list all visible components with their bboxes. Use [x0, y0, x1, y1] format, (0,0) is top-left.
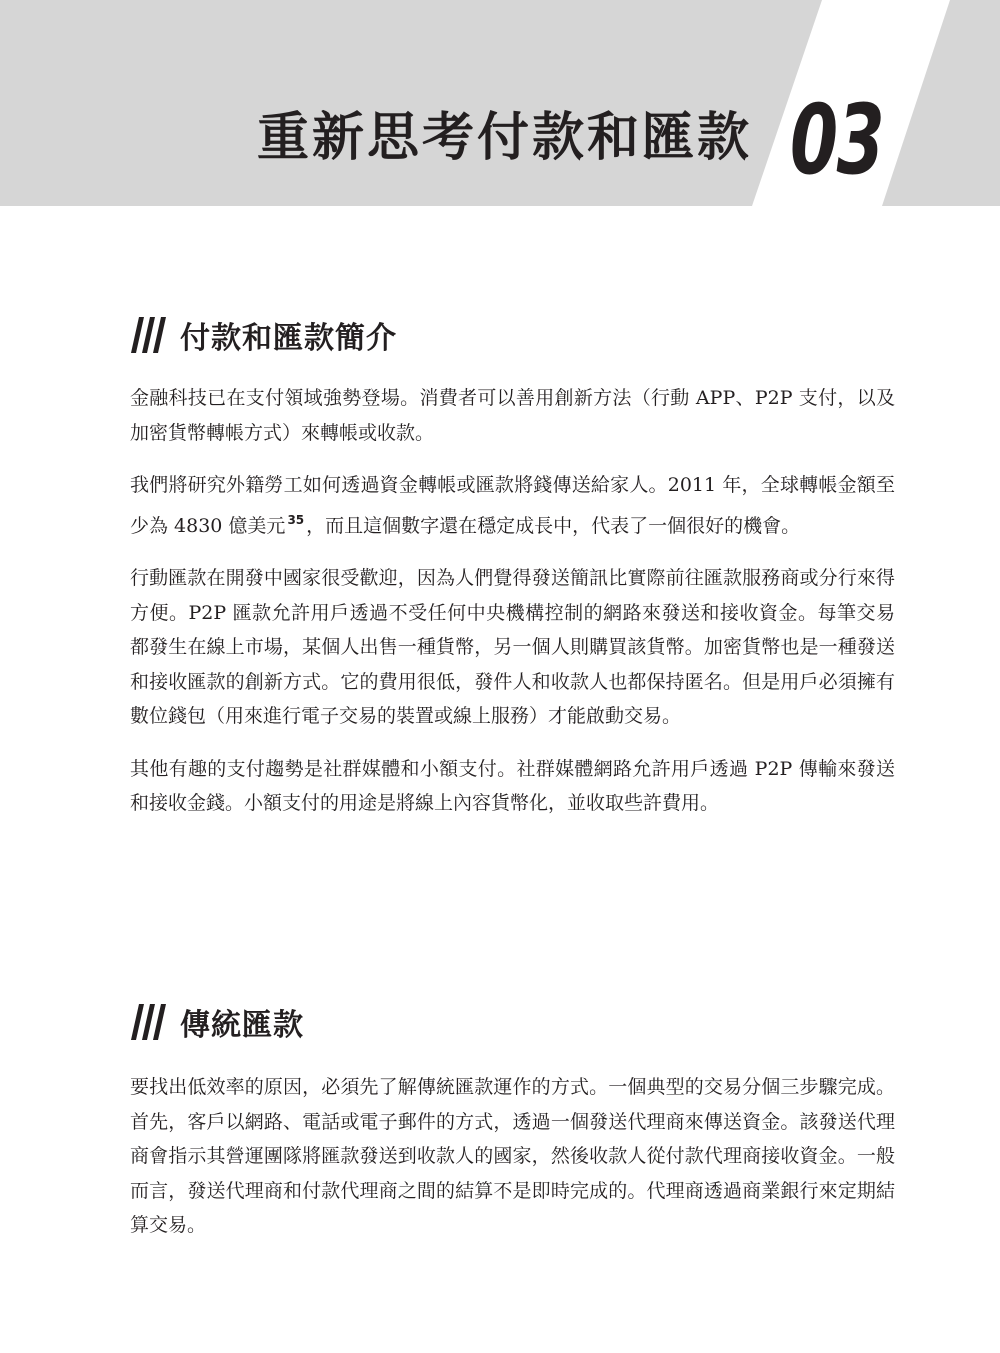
footnote-marker: 35 [287, 512, 305, 527]
section-heading-text: 付款和匯款簡介 [180, 321, 397, 356]
paragraph: 其他有趣的支付趨勢是社群媒體和小額支付。社群媒體網路允許用戶透過 P2P 傳輸來發送和接收金錢。小額支付的用途是將線上內容貨幣化，並收取些許費用。 [130, 757, 895, 814]
banner-right-panel [882, 0, 1000, 206]
section-heading-text: 傳統匯款 [180, 1008, 304, 1043]
chapter-number: 03 [790, 84, 884, 196]
paragraph: 要找出低效率的原因，必須先了解傳統匯款運作的方式。一個典型的交易分個三步驟完成。首先，客戶以網路、電話或電子郵件的方式，透過一個發送代理商來傳送資金。該發送代理商會指示其營運團隊將匯款發送到收款人的國家，然後收款人從付款代理商接收資金。一般而言，發送代理商和付款代理商之間的結算不是即時完成的。代理商透過商業銀行來定期結算交易。 [130, 1076, 895, 1236]
paragraph: 行動匯款在開發中國家很受歡迎，因為人們覺得發送簡訊比實際前往匯款服務商或分行來得方便。P2P 匯款允許用戶透過不受任何中央機構控制的網路來發送和接收資金。每筆交易都發生在線上市場，某個人出售一種貨幣，另一個人則購買該貨幣。加密貨幣也是一種發送和接收匯款的創新方式。它的費用很低，發件人和收款人也都保持匿名。但是用戶必須擁有數位錢包（用來進行電子交易的裝置或線上服務）才能啟動交易。 [130, 567, 895, 727]
paragraph-text: 我們將研究外籍勞工如何透過資金轉帳或匯款將錢傳送給家人。2011 年，全球轉帳金額至少為 4830 億美元 [130, 474, 895, 537]
section-traditional-remittance [130, 1000, 895, 1243]
section-heading [130, 313, 895, 357]
paragraph-text: ，而且這個數字還在穩定成長中，代表了一個很好的機會。 [306, 514, 801, 537]
triple-slash-icon [130, 315, 174, 355]
chapter-banner [0, 0, 1000, 206]
paragraph: 金融科技已在支付領域強勢登場。消費者可以善用創新方法（行動 APP、P2P 支付，以及加密貨幣轉帳方式）來轉帳或收款。 [130, 387, 895, 444]
triple-slash-icon [130, 1002, 174, 1042]
section-heading [130, 1000, 895, 1044]
paragraph [130, 468, 895, 543]
section-payments-intro [130, 313, 895, 821]
banner-left-panel [0, 0, 822, 206]
chapter-title: 重新思考付款和匯款 [256, 108, 752, 168]
